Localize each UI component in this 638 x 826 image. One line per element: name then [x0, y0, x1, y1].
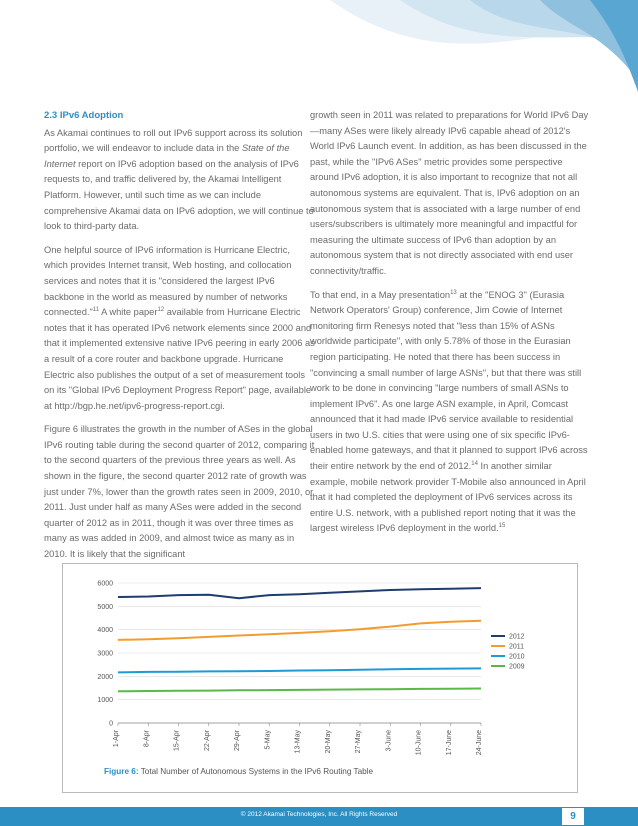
- left-column: [44, 108, 316, 571]
- report-title-italic: State of the Internet: [44, 143, 290, 169]
- y-tick-label: 5000: [97, 603, 113, 611]
- text-run: available from Hurricane Electric notes that it has operated IPv6 network elements since 2000 and that it implemented extensive native IPv6 peering in early 2006 as a result of a core router and backbone upgrade. Hurricane Electric also publishes the output of a set of measurement tools on its "Global IPv6 Deployment Progress Report" page, available at http://bgp.he.net/ipv6-progress-report.cgi.: [44, 307, 315, 411]
- series-line-2009: [118, 689, 481, 692]
- right-column: [310, 108, 592, 545]
- x-tick-label: 8-Apr: [143, 730, 151, 748]
- y-tick-label: 0: [109, 720, 113, 728]
- line-chart: [63, 564, 577, 792]
- text-run: at the "ENOG 3" (Eurasia Network Operators' Group) conference, Jim Cowie of Internet monitoring firm Renesys noted that "less than 15% of ASNs worldwide participate", with only 5.78% of those in the Eurasian region participating. He noted that there has been success in "convincing a small number of large ASNs", but that there was still work to be done in convincing "large numbers of small ASNs to implement IPv6". As one large ASN example, in April, Comcast announced that it had made IPv6 service available to residential users in two U.S. cities that were using one of six specific IPv6-enabled home gateways, and that it planned to support IPv6 across their entire network by the end of 2012.: [310, 289, 588, 472]
- page-number: 9: [562, 808, 584, 825]
- y-tick-label: 4000: [97, 627, 113, 635]
- x-tick-label: 13-May: [294, 730, 302, 754]
- paragraph: Figure 6 illustrates the growth in the number of ASes in the global IPv6 routing table during the second quarter of 2012, comparing it to the second quarters of the previous three years as well. As shown in the figure, the second quarter 2012 rate of growth was just under 7%, lower than the growth rates seen in 2009, 2010, or 2011. Just under half as many ASes were added in the second quarter of 2012 as in 2011, though it was over three times as many as was added in 2009, and almost twice as many as in 2010. It is likely that the significant: [44, 424, 315, 560]
- x-tick-label: 15-Apr: [173, 730, 181, 752]
- legend-label-2011: 2011: [509, 643, 525, 651]
- text-run: To that end, in a May presentation: [310, 289, 451, 300]
- paragraph: [44, 243, 316, 415]
- figure-6-chart: [62, 563, 578, 793]
- x-tick-label: 10-June: [415, 730, 423, 756]
- text-run: One helpful source of IPv6 information is Hurricane Electric, which provides Internet transit, Web hosting, and collocation services and notes that it is "considered the largest IPv6 backbone in the world as measured by number of networks connected.": [44, 244, 292, 318]
- legend-label-2010: 2010: [509, 653, 525, 661]
- caption-label: Figure 6:: [104, 767, 139, 776]
- x-tick-label: 27-May: [355, 730, 362, 754]
- section-heading: 2.3 IPv6 Adoption: [44, 110, 124, 121]
- x-tick-label: 20-May: [324, 730, 332, 754]
- text-run: report on IPv6 adoption based on the analysis of IPv6 requests to, and traffic delivered by, the Akamai Intelligent Platform. However, until such time as we can include comprehensive Akamai data on IPv6 adoption, we will continue to look to third-party data.: [44, 158, 314, 232]
- x-tick-label: 22-Apr: [203, 730, 211, 752]
- x-tick-label: 24-June: [476, 730, 483, 756]
- text-run: As Akamai continues to roll out IPv6 support across its solution portfolio, we will endeavor to include data in the: [44, 127, 303, 154]
- text-run: In another similar example, mobile network provider T-Mobile also announced in April that it had completed the deployment of IPv6 services across its entire U.S. network, with a published report noting that it was the largest wireless IPv6 deployment in the world.: [310, 461, 586, 534]
- legend-label-2012: 2012: [509, 633, 525, 641]
- footnote-ref: 15: [498, 523, 506, 530]
- footnote-ref: 11: [92, 307, 100, 314]
- y-tick-label: 3000: [97, 650, 113, 658]
- series-line-2010: [118, 668, 481, 672]
- legend-label-2009: 2009: [509, 663, 525, 671]
- series-line-2011: [118, 621, 481, 640]
- x-tick-label: 17-June: [445, 730, 453, 756]
- text-run: A white paper: [99, 307, 158, 318]
- footer-copyright: © 2012 Akamai Technologies, Inc. All Rights Reserved: [240, 811, 398, 818]
- figure-caption: [104, 767, 373, 776]
- footnote-ref: 12: [157, 307, 165, 314]
- paragraph: growth seen in 2011 was related to preparations for World IPv6 Day—many ASes were likely already IPv6 capable ahead of 2012's World IPv6 Launch event. In addition, as has been discussed in the past, while the "IPv6 ASes" metric provides some perspective around IPv6 adoption, it is also important to recognize that not all autonomous systems are equivalent. That is, IPv6 adoption on an autonomous system that is associated with a large number of end users/subscribers is ultimately more meaningful and impactful for measuring the ultimate success of IPv6 than adoption by an autonomous system that is not directly associated with end user connectivity/traffic.: [310, 110, 589, 276]
- caption-text: Total Number of Autonomous Systems in the IPv6 Routing Table: [138, 767, 374, 776]
- series-line-2012: [118, 588, 481, 598]
- footnote-ref: 13: [450, 289, 457, 296]
- y-tick-label: 2000: [97, 673, 113, 681]
- paragraph: [44, 126, 316, 235]
- paragraph: [310, 288, 592, 538]
- x-tick-label: 29-Apr: [234, 730, 241, 752]
- footnote-ref: 14: [471, 460, 478, 467]
- x-tick-label: 1-Apr: [113, 730, 120, 748]
- header-decoration: [0, 0, 638, 92]
- x-tick-label: 3-June: [385, 730, 393, 752]
- y-tick-label: 1000: [97, 697, 113, 705]
- x-tick-label: 5-May: [264, 730, 272, 750]
- y-tick-label: 6000: [97, 580, 113, 588]
- header-wave-graphic: [0, 0, 638, 92]
